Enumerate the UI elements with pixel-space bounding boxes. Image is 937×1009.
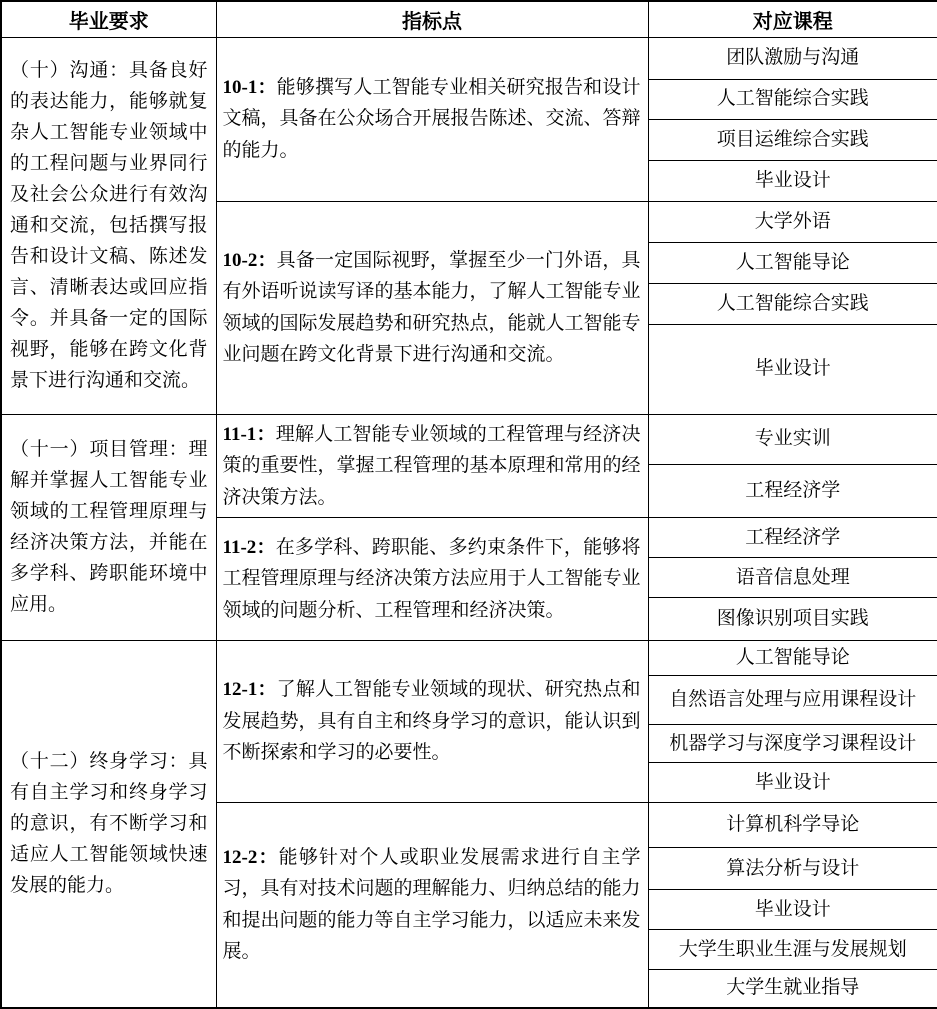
indicator-cell-10-2 <box>216 201 648 414</box>
indicator-cell-12-2 <box>216 803 648 1008</box>
indicator-label: 11-2： <box>222 536 276 558</box>
indicator-label: 12-2： <box>222 846 279 868</box>
indicator-cell-12-1 <box>216 641 648 803</box>
course-cell: 大学外语 <box>648 201 937 242</box>
indicator-label: 10-1： <box>222 76 277 98</box>
table-row <box>1 37 937 79</box>
indicator-text: 能够撰写人工智能专业相关研究报告和设计文稿，具备在公众场合开展报告陈述、交流、答辩的能力。 <box>222 76 641 161</box>
indicator-text: 能够针对个人或职业发展需求进行自主学习，具有对技术问题的理解能力、归纳总结的能力和提出问题的能力等自主学习能力，以适应未来发展。 <box>222 846 641 963</box>
indicator-text: 了解人工智能专业领域的现状、研究热点和发展趋势，具有自主和终身学习的意识，能认识到不断探索和学习的必要性。 <box>222 679 641 764</box>
course-cell: 团队激励与沟通 <box>648 37 937 79</box>
course-cell: 人工智能综合实践 <box>648 79 937 119</box>
column-header-graduation-requirements: 毕业要求 <box>1 1 216 37</box>
course-cell: 专业实训 <box>648 414 937 464</box>
indicator-cell-11-2 <box>216 518 648 641</box>
requirement-cell-10: （十）沟通：具备良好的表达能力，能够就复杂人工智能专业领域中的工程问题与业界同行及社会公众进行有效沟通和交流，包括撰写报告和设计文稿、陈述发言、清晰表达或回应指令。并具备一定的国际视野，能够在跨文化背景下进行沟通和交流。 <box>1 37 216 414</box>
course-cell: 毕业设计 <box>648 324 937 414</box>
table-row <box>1 641 937 676</box>
course-cell: 工程经济学 <box>648 464 937 517</box>
header-row <box>1 1 937 37</box>
course-cell: 计算机科学导论 <box>648 803 937 848</box>
indicator-text: 在多学科、跨职能、多约束条件下，能够将工程管理原理与经济决策方法应用于人工智能专业领域的问题分析、工程管理和经济决策。 <box>222 536 641 621</box>
course-cell: 语音信息处理 <box>648 558 937 598</box>
indicator-text: 具备一定国际视野，掌握至少一门外语，具有外语听说读写译的基本能力，了解人工智能专业领域的国际发展趋势和研究热点，能就人工智能专业问题在跨文化背景下进行沟通和交流。 <box>222 249 641 365</box>
course-cell: 人工智能综合实践 <box>648 283 937 324</box>
course-cell: 项目运维综合实践 <box>648 119 937 160</box>
course-cell: 图像识别项目实践 <box>648 598 937 641</box>
column-header-indicator-points: 指标点 <box>216 1 648 37</box>
indicator-label: 11-1： <box>222 423 276 445</box>
indicator-cell-11-1 <box>216 414 648 518</box>
table-row <box>1 414 937 464</box>
requirement-cell-12: （十二）终身学习：具有自主学习和终身学习的意识，有不断学习和适应人工智能领域快速发展的能力。 <box>1 641 216 1008</box>
course-cell: 大学生就业指导 <box>648 970 937 1008</box>
indicator-label: 12-1： <box>222 679 277 701</box>
course-cell: 毕业设计 <box>648 890 937 930</box>
column-header-corresponding-courses: 对应课程 <box>648 1 937 37</box>
course-cell: 人工智能导论 <box>648 242 937 283</box>
requirement-cell-11: （十一）项目管理：理解并掌握人工智能专业领域的工程管理原理与经济决策方法，并能在多学科、跨职能环境中应用。 <box>1 414 216 641</box>
indicator-text: 理解人工智能专业领域的工程管理与经济决策的重要性，掌握工程管理的基本原理和常用的经济决策方法。 <box>222 423 641 508</box>
course-cell: 工程经济学 <box>648 518 937 558</box>
course-cell: 算法分析与设计 <box>648 848 937 890</box>
course-cell: 人工智能导论 <box>648 641 937 676</box>
indicator-label: 10-2： <box>222 249 277 271</box>
course-cell: 机器学习与深度学习课程设计 <box>648 725 937 763</box>
course-cell: 大学生职业生涯与发展规划 <box>648 930 937 970</box>
course-cell: 毕业设计 <box>648 160 937 201</box>
course-cell: 自然语言处理与应用课程设计 <box>648 676 937 725</box>
indicator-cell-10-1 <box>216 37 648 201</box>
course-cell: 毕业设计 <box>648 763 937 803</box>
